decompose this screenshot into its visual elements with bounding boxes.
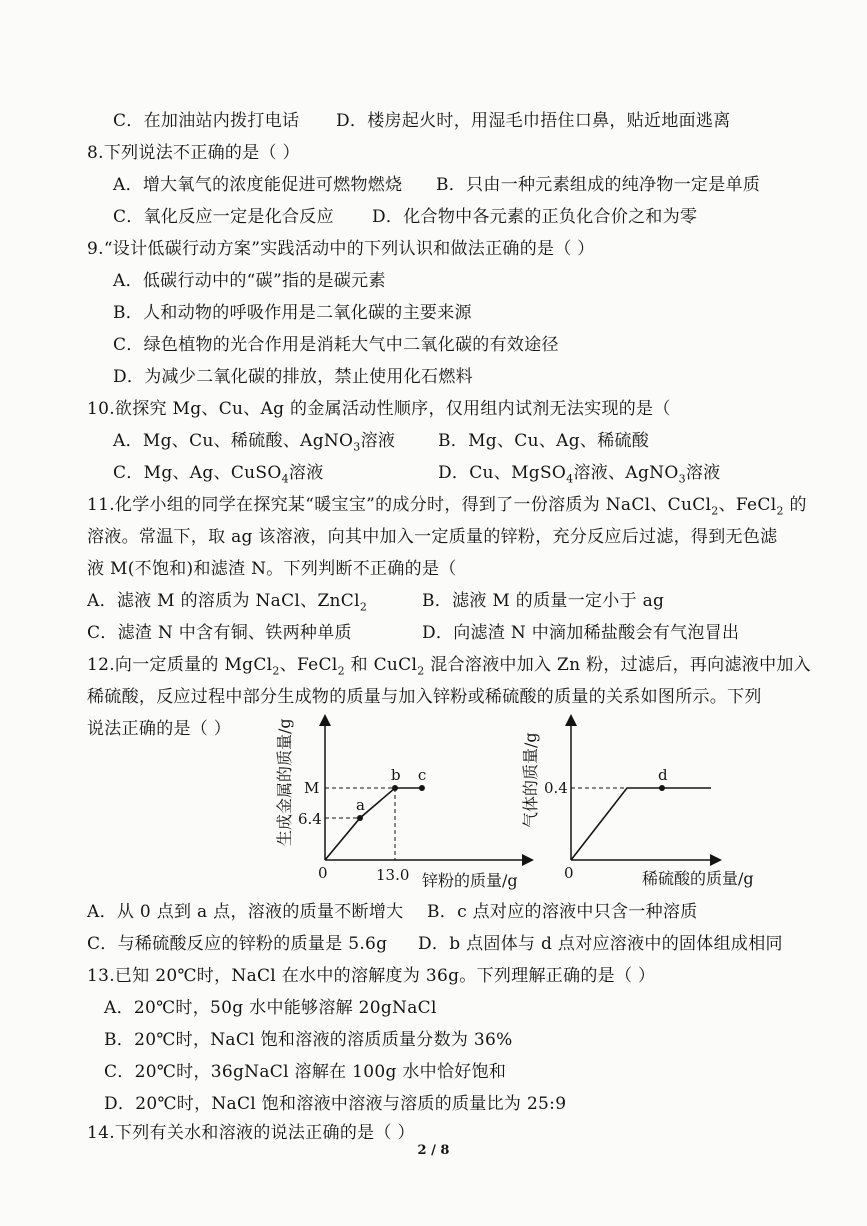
q7-option-c: C．在加油站内拨打电话 <box>113 111 300 131</box>
q13-option-b: B．20℃时，NaCl 饱和溶液的溶质质量分数为 36% <box>104 1030 513 1050</box>
chart2-ylabel: 气体的质量/g <box>521 732 540 828</box>
chart1-point-a <box>357 815 363 821</box>
q12-stem-line3: 说法正确的是（ ） <box>87 719 232 739</box>
q9-stem: 9.“设计低碳行动方案”实践活动中的下列认识和做法正确的是（ ） <box>87 239 595 259</box>
q13-option-a: A．20℃时，50g 水中能够溶解 20gNaCl <box>104 998 437 1018</box>
q14-stem: 14.下列有关水和溶液的说法正确的是（ ） <box>87 1123 415 1143</box>
q11-option-b: B．滤液 M 的质量一定小于 ag <box>422 591 665 611</box>
q8-option-c: C．氧化反应一定是化合反应 <box>113 207 334 227</box>
q12-option-b: B．c 点对应的溶液中只含一种溶质 <box>427 902 698 922</box>
q12-stem-line1: 12.向一定质量的 MgCl$_2$、FeCl$_2$ 和 CuCl$_2$ 混合溶液中加入 Zn 粉，过滤后，再向滤液中加入 <box>87 655 811 678</box>
chart2-origin: 0 <box>564 864 574 882</box>
q9-option-c: C．绿色植物的光合作用是消耗大气中二氧化碳的有效途径 <box>113 335 559 355</box>
chart1-xtick-13: 13.0 <box>376 866 410 884</box>
chart2-series-line <box>571 788 711 860</box>
chart1-ytick-M: M <box>304 779 320 797</box>
q13-option-d: D．20℃时，NaCl 饱和溶液中溶液与溶质的质量比为 25:9 <box>104 1094 567 1114</box>
chart-zinc-powder <box>270 716 530 896</box>
chart2-ytick-0.4: 0.4 <box>544 779 568 797</box>
q10-option-b: B．Mg、Cu、Ag、稀硫酸 <box>438 431 650 451</box>
chart1-point-b <box>392 785 398 791</box>
chart2-point-label-d: d <box>658 766 668 784</box>
q10-stem: 10.欲探究 Mg、Cu、Ag 的金属活动性顺序，仅用组内试剂无法实现的是（ <box>87 399 671 419</box>
q11-option-c: C．滤渣 N 中含有铜、铁两种单质 <box>87 623 352 643</box>
q8-option-d: D．化合物中各元素的正负化合价之和为零 <box>372 207 698 227</box>
q11-stem-line3: 液 M(不饱和)和滤渣 N。下列判断不正确的是（ <box>87 559 457 579</box>
chart1-ylabel: 生成金属的质量/g <box>275 718 294 846</box>
chart1-ytick-6.4: 6.4 <box>298 810 322 828</box>
chart1-xlabel: 锌粉的质量/g <box>422 871 518 890</box>
q11-stem-line2: 溶液。常温下，取 ag 该溶液，向其中加入一定质量的锌粉，充分反应后过滤，得到无色滤 <box>87 527 778 547</box>
chart1-series-line <box>325 788 422 860</box>
q8-stem: 8.下列说法不正确的是（ ） <box>87 143 300 163</box>
q7-option-d: D．楼房起火时，用湿毛巾捂住口鼻，贴近地面逃离 <box>336 111 731 131</box>
q8-option-a: A．增大氧气的浓度能促进可燃物燃烧 <box>113 175 403 195</box>
q10-option-a: A．Mg、Cu、稀硫酸、AgNO$_3$溶液 <box>113 431 396 454</box>
q12-option-d: D．b 点固体与 d 点对应溶液中的固体组成相同 <box>418 934 783 954</box>
q13-stem: 13.已知 20℃时，NaCl 在水中的溶解度为 36g。下列理解正确的是（ ） <box>87 966 656 986</box>
q13-option-c: C．20℃时，36gNaCl 溶解在 100g 水中恰好饱和 <box>104 1062 507 1082</box>
chart1-origin: 0 <box>318 864 328 882</box>
chart1-point-label-c: c <box>417 766 427 784</box>
q11-option-d: D．向滤渣 N 中滴加稀盐酸会有气泡冒出 <box>422 623 740 643</box>
q12-stem-line2: 稀硫酸，反应过程中部分生成物的质量与加入锌粉或稀硫酸的质量的关系如图所示。下列 <box>87 687 762 707</box>
q8-option-b: B．只由一种元素组成的纯净物一定是单质 <box>436 175 761 195</box>
q11-stem-line1: 11.化学小组的同学在探究某“暖宝宝”的成分时，得到了一份溶质为 NaCl、CuCl$_2$、FeCl$_2$ 的 <box>87 495 807 518</box>
chart2-xlabel: 稀硫酸的质量/g <box>642 869 754 888</box>
chart-sulfuric-acid <box>516 716 766 896</box>
q11-option-a: A．滤液 M 的溶质为 NaCl、ZnCl$_2$ <box>87 591 368 614</box>
q12-option-a: A．从 0 点到 a 点，溶液的质量不断增大 <box>87 902 404 922</box>
q9-option-d: D．为减少二氧化碳的排放，禁止使用化石燃料 <box>113 367 473 387</box>
page-number: 2 / 8 <box>417 1143 450 1158</box>
chart1-point-label-b: b <box>391 766 401 784</box>
q10-option-d: D．Cu、MgSO$_4$溶液、AgNO$_3$溶液 <box>438 463 721 486</box>
q12-option-c: C．与稀硫酸反应的锌粉的质量是 5.6g <box>87 934 388 954</box>
chart1-point-c <box>419 785 425 791</box>
q10-option-c: C．Mg、Ag、CuSO$_4$溶液 <box>113 463 324 486</box>
q9-option-a: A．低碳行动中的“碳”指的是碳元素 <box>113 271 386 291</box>
chart1-point-label-a: a <box>356 796 365 814</box>
chart2-point-d <box>659 785 665 791</box>
q9-option-b: B．人和动物的呼吸作用是二氧化碳的主要来源 <box>113 303 472 323</box>
